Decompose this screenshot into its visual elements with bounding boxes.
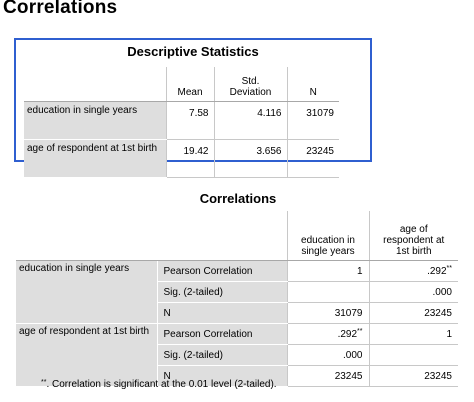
table-header-row: [16, 211, 458, 261]
descriptive-statistics-table: [24, 67, 339, 178]
header-blank-cell: [157, 211, 287, 261]
correlations-table: [16, 211, 458, 387]
table-header-row: [24, 67, 339, 102]
cell-n: 31079: [287, 303, 369, 324]
cell-mean: 7.58: [166, 102, 214, 140]
row-label-age: age of respondent at 1st birth: [16, 324, 157, 387]
cell-n: 31079: [287, 102, 339, 140]
cell-n: 23245: [369, 366, 458, 387]
table-row: [16, 261, 458, 282]
stat-label-sig: Sig. (2-tailed): [157, 345, 287, 366]
stat-label-pearson: Pearson Correlation: [157, 261, 287, 282]
row-label-age: age of respondent at 1st birth: [24, 140, 166, 178]
cell-pearson: [287, 261, 369, 282]
header-mean: Mean: [166, 67, 214, 102]
cell-pearson: [287, 324, 369, 345]
footnote-text: . Correlation is significant at the 0.01 level (2-tailed).: [46, 379, 277, 390]
cell-sig: .000: [287, 345, 369, 366]
cell-pearson: [369, 261, 458, 282]
cell-n: 23245: [287, 140, 339, 178]
header-education: [287, 211, 369, 261]
cell-value: 1: [446, 328, 452, 340]
cell-n: 23245: [369, 303, 458, 324]
cell-sig: [369, 345, 458, 366]
correlations-title: Correlations: [199, 191, 277, 206]
header-blank-cell: [24, 67, 166, 102]
stat-label-n: N: [157, 303, 287, 324]
cell-sig: [287, 282, 369, 303]
header-education-text: education in single years: [301, 235, 355, 257]
cell-std: 4.116: [214, 102, 287, 140]
table-row: [24, 140, 339, 178]
descriptive-statistics-title: Descriptive Statistics: [127, 44, 259, 59]
header-blank-cell: [16, 211, 157, 261]
stat-label-pearson: Pearson Correlation: [157, 324, 287, 345]
significance-footnote: [41, 379, 277, 390]
header-std-text: Std. Deviation: [229, 76, 272, 98]
header-age: [369, 211, 458, 261]
table-row: [16, 324, 458, 345]
cell-pearson: [369, 324, 458, 345]
cell-sig: .000: [369, 282, 458, 303]
descriptive-statistics-panel[interactable]: [14, 38, 372, 162]
cell-value: .292: [427, 265, 447, 277]
table-row: [24, 102, 339, 140]
row-label-education: education in single years: [24, 102, 166, 140]
cell-n: 23245: [287, 366, 369, 387]
header-std-deviation: [214, 67, 287, 102]
significance-mark: **: [357, 327, 363, 335]
stat-label-sig: Sig. (2-tailed): [157, 282, 287, 303]
cell-value: .292: [337, 328, 358, 340]
page-title: Correlations: [3, 0, 118, 18]
stat-label-n: N: [157, 366, 287, 387]
significance-mark: **: [446, 264, 452, 272]
header-n: N: [287, 67, 339, 102]
header-age-text: age of respondent at 1st birth: [383, 224, 445, 257]
row-label-education: education in single years: [16, 261, 157, 324]
cell-mean: 19.42: [166, 140, 214, 178]
cell-std: 3.656: [214, 140, 287, 178]
cell-value: 1: [356, 265, 363, 277]
footnote-mark: **: [41, 379, 47, 386]
